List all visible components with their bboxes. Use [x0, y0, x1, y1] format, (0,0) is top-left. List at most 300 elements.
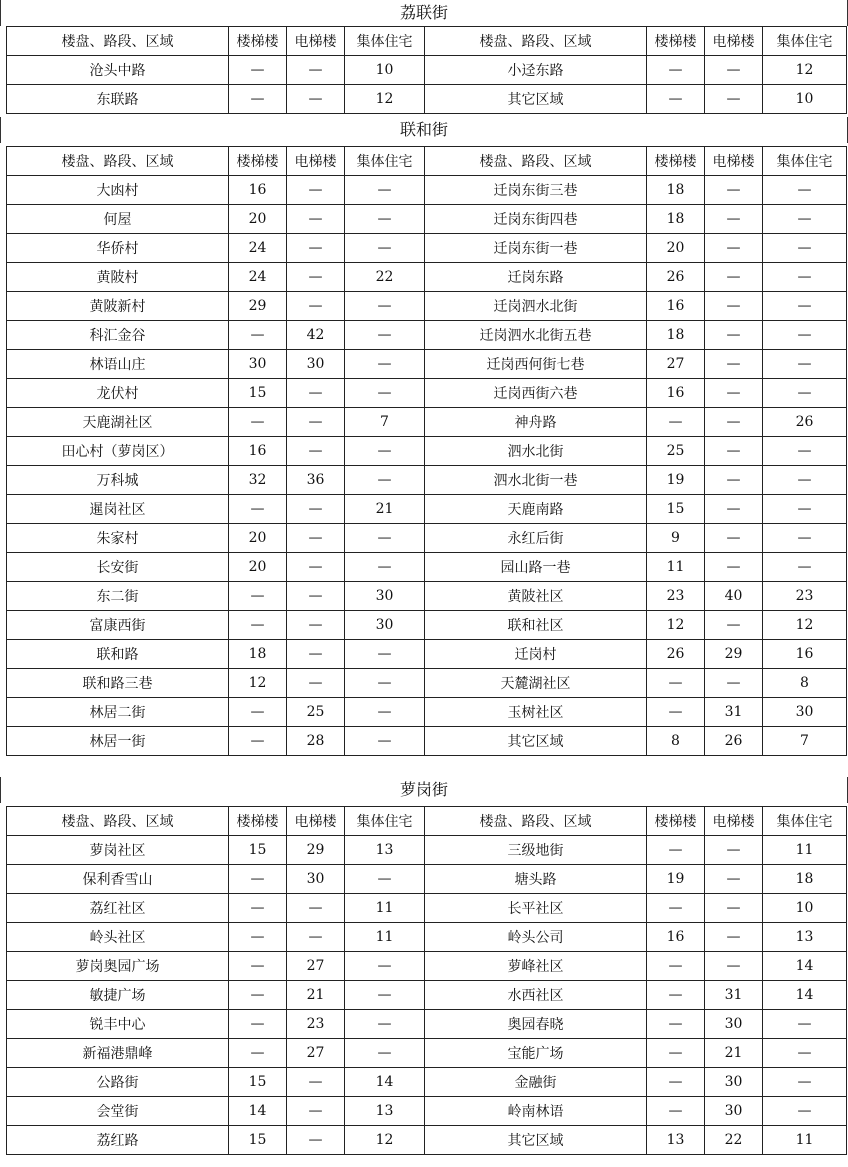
- rent-value-cell: —: [763, 466, 847, 495]
- rent-value-cell: —: [287, 205, 345, 234]
- rent-value-cell: —: [705, 611, 763, 640]
- rent-value-cell: —: [647, 981, 705, 1010]
- rent-value-cell: —: [229, 582, 287, 611]
- area-name-cell: 萝岗奥园广场: [7, 952, 229, 981]
- rent-value-cell: 10: [763, 894, 847, 923]
- rent-value-cell: 21: [345, 495, 425, 524]
- area-name-cell: 黄陂社区: [425, 582, 647, 611]
- column-header-collective: 集体住宅: [345, 807, 425, 836]
- area-name-cell: 小迳东路: [425, 56, 647, 85]
- rent-value-cell: —: [287, 894, 345, 923]
- rent-value-cell: 27: [647, 350, 705, 379]
- rent-value-cell: 24: [229, 263, 287, 292]
- rent-value-cell: —: [763, 321, 847, 350]
- table-row: [7, 611, 847, 640]
- rent-value-cell: —: [287, 1097, 345, 1126]
- rent-value-cell: 15: [647, 495, 705, 524]
- rent-value-cell: 13: [647, 1126, 705, 1155]
- rent-value-cell: 14: [763, 981, 847, 1010]
- rent-value-cell: —: [287, 524, 345, 553]
- rent-value-cell: —: [647, 698, 705, 727]
- rent-value-cell: —: [345, 292, 425, 321]
- rent-value-cell: —: [345, 321, 425, 350]
- area-name-cell: 三级地街: [425, 836, 647, 865]
- rent-value-cell: 12: [763, 56, 847, 85]
- rent-value-cell: —: [287, 582, 345, 611]
- area-name-cell: 华侨村: [7, 234, 229, 263]
- rent-value-cell: —: [705, 85, 763, 114]
- rent-value-cell: —: [705, 234, 763, 263]
- rent-value-cell: —: [705, 836, 763, 865]
- rent-value-cell: 13: [763, 923, 847, 952]
- rent-value-cell: —: [229, 923, 287, 952]
- rent-value-cell: —: [705, 524, 763, 553]
- rent-value-cell: 40: [705, 582, 763, 611]
- rent-value-cell: —: [287, 379, 345, 408]
- rent-value-cell: —: [229, 56, 287, 85]
- table-row: [7, 582, 847, 611]
- rent-value-cell: 30: [763, 698, 847, 727]
- area-name-cell: 科汇金谷: [7, 321, 229, 350]
- rent-value-cell: 10: [345, 56, 425, 85]
- table-row: [7, 234, 847, 263]
- rent-value-cell: 12: [763, 611, 847, 640]
- rent-value-cell: —: [229, 727, 287, 756]
- rent-value-cell: —: [763, 263, 847, 292]
- area-name-cell: 迁岗泗水北街: [425, 292, 647, 321]
- area-name-cell: 塘头路: [425, 865, 647, 894]
- rent-value-cell: 23: [647, 582, 705, 611]
- column-header-stair: 楼梯楼: [229, 807, 287, 836]
- rent-value-cell: —: [229, 1039, 287, 1068]
- rent-value-cell: —: [705, 56, 763, 85]
- rent-value-cell: 21: [705, 1039, 763, 1068]
- rent-value-cell: 14: [229, 1097, 287, 1126]
- rent-value-cell: —: [763, 524, 847, 553]
- rent-value-cell: 12: [345, 85, 425, 114]
- area-name-cell: 迁岗村: [425, 640, 647, 669]
- area-name-cell: 天鹿湖社区: [7, 408, 229, 437]
- area-name-cell: 奥园春晓: [425, 1010, 647, 1039]
- table-header-row: [7, 147, 847, 176]
- rent-value-cell: 25: [647, 437, 705, 466]
- rent-value-cell: 25: [287, 698, 345, 727]
- rent-value-cell: 22: [705, 1126, 763, 1155]
- table-row: [7, 1097, 847, 1126]
- rent-value-cell: 11: [345, 923, 425, 952]
- table-row: [7, 698, 847, 727]
- area-name-cell: 长安街: [7, 553, 229, 582]
- rent-value-cell: —: [705, 466, 763, 495]
- rent-value-cell: —: [229, 698, 287, 727]
- rent-value-cell: 26: [647, 640, 705, 669]
- rent-value-cell: —: [345, 865, 425, 894]
- rent-value-cell: 18: [647, 205, 705, 234]
- rent-value-cell: 30: [287, 865, 345, 894]
- column-header-elevator: 电梯楼: [705, 147, 763, 176]
- column-header-name: 楼盘、路段、区域: [7, 147, 229, 176]
- rent-value-cell: —: [763, 1097, 847, 1126]
- rent-value-cell: —: [345, 234, 425, 263]
- column-header-elevator: 电梯楼: [287, 27, 345, 56]
- table-row: [7, 321, 847, 350]
- rent-value-cell: —: [287, 234, 345, 263]
- area-name-cell: 长平社区: [425, 894, 647, 923]
- area-name-cell: 迁岗东路: [425, 263, 647, 292]
- rent-value-cell: 16: [647, 923, 705, 952]
- rent-value-cell: 18: [647, 176, 705, 205]
- rent-value-cell: —: [287, 640, 345, 669]
- rent-value-cell: —: [705, 292, 763, 321]
- area-name-cell: 迁岗西何街七巷: [425, 350, 647, 379]
- area-name-cell: 联和路: [7, 640, 229, 669]
- area-name-cell: 黄陂村: [7, 263, 229, 292]
- area-name-cell: 萝岗社区: [7, 836, 229, 865]
- rent-value-cell: 7: [763, 727, 847, 756]
- table-row: [7, 263, 847, 292]
- column-header-name: 楼盘、路段、区域: [425, 807, 647, 836]
- rent-value-cell: 16: [647, 292, 705, 321]
- table-row: [7, 640, 847, 669]
- section-table-luogang: [6, 806, 847, 1155]
- rent-value-cell: —: [705, 263, 763, 292]
- rent-value-cell: —: [705, 952, 763, 981]
- area-name-cell: 万科城: [7, 466, 229, 495]
- rent-value-cell: 16: [229, 176, 287, 205]
- rent-value-cell: —: [705, 437, 763, 466]
- area-name-cell: 荔红社区: [7, 894, 229, 923]
- rent-value-cell: —: [287, 292, 345, 321]
- rent-value-cell: 29: [229, 292, 287, 321]
- column-header-collective: 集体住宅: [763, 807, 847, 836]
- rent-value-cell: —: [229, 1010, 287, 1039]
- rent-value-cell: 15: [229, 1068, 287, 1097]
- table-row: [7, 1039, 847, 1068]
- table-row: [7, 56, 847, 85]
- area-name-cell: 敏捷广场: [7, 981, 229, 1010]
- rent-value-cell: —: [229, 85, 287, 114]
- area-name-cell: 金融街: [425, 1068, 647, 1097]
- area-name-cell: 岭头公司: [425, 923, 647, 952]
- rent-value-cell: 11: [647, 553, 705, 582]
- rent-value-cell: —: [705, 321, 763, 350]
- rent-value-cell: 11: [763, 1126, 847, 1155]
- rent-value-cell: 15: [229, 379, 287, 408]
- area-name-cell: 龙伏村: [7, 379, 229, 408]
- area-name-cell: 林居一街: [7, 727, 229, 756]
- rent-value-cell: 27: [287, 952, 345, 981]
- rent-value-cell: —: [287, 669, 345, 698]
- column-header-stair: 楼梯楼: [647, 147, 705, 176]
- rent-value-cell: 20: [229, 205, 287, 234]
- area-name-cell: 宝能广场: [425, 1039, 647, 1068]
- rent-value-cell: 20: [229, 553, 287, 582]
- rent-value-cell: 19: [647, 865, 705, 894]
- area-name-cell: 大凼村: [7, 176, 229, 205]
- rent-value-cell: —: [705, 553, 763, 582]
- rent-value-cell: —: [763, 350, 847, 379]
- area-name-cell: 林语山庄: [7, 350, 229, 379]
- rent-value-cell: 36: [287, 466, 345, 495]
- area-name-cell: 保利香雪山: [7, 865, 229, 894]
- column-header-stair: 楼梯楼: [229, 147, 287, 176]
- rent-value-cell: 20: [229, 524, 287, 553]
- rent-value-cell: —: [287, 495, 345, 524]
- rent-value-cell: 26: [705, 727, 763, 756]
- rent-value-cell: 30: [345, 611, 425, 640]
- rent-value-cell: —: [705, 408, 763, 437]
- table-row: [7, 1126, 847, 1155]
- rent-value-cell: 20: [647, 234, 705, 263]
- column-header-stair: 楼梯楼: [647, 807, 705, 836]
- rent-value-cell: 32: [229, 466, 287, 495]
- rent-value-cell: —: [287, 176, 345, 205]
- table-header-row: [7, 807, 847, 836]
- rent-value-cell: 14: [345, 1068, 425, 1097]
- area-name-cell: 迁岗泗水北街五巷: [425, 321, 647, 350]
- rent-value-cell: 30: [229, 350, 287, 379]
- rent-value-cell: 27: [287, 1039, 345, 1068]
- table-row: [7, 923, 847, 952]
- rent-value-cell: 30: [345, 582, 425, 611]
- rent-value-cell: 18: [647, 321, 705, 350]
- rent-value-cell: 28: [287, 727, 345, 756]
- rent-value-cell: —: [705, 669, 763, 698]
- rent-value-cell: —: [287, 56, 345, 85]
- rent-value-cell: —: [287, 437, 345, 466]
- rent-value-cell: —: [647, 1068, 705, 1097]
- table-row: [7, 176, 847, 205]
- rent-value-cell: —: [647, 894, 705, 923]
- table-row: [7, 894, 847, 923]
- rent-value-cell: —: [287, 263, 345, 292]
- rent-value-cell: —: [345, 981, 425, 1010]
- rent-value-cell: 9: [647, 524, 705, 553]
- rent-value-cell: 30: [705, 1068, 763, 1097]
- table-row: [7, 408, 847, 437]
- rent-value-cell: —: [763, 437, 847, 466]
- rent-value-cell: 42: [287, 321, 345, 350]
- area-name-cell: 联和路三巷: [7, 669, 229, 698]
- rent-value-cell: 12: [647, 611, 705, 640]
- rent-value-cell: 14: [763, 952, 847, 981]
- rent-value-cell: —: [647, 669, 705, 698]
- area-name-cell: 迁岗东街一巷: [425, 234, 647, 263]
- rent-value-cell: —: [345, 176, 425, 205]
- area-name-cell: 新福港鼎峰: [7, 1039, 229, 1068]
- area-name-cell: 锐丰中心: [7, 1010, 229, 1039]
- column-header-stair: 楼梯楼: [647, 27, 705, 56]
- column-header-collective: 集体住宅: [763, 27, 847, 56]
- rent-value-cell: —: [345, 437, 425, 466]
- area-name-cell: 泗水北街: [425, 437, 647, 466]
- area-name-cell: 何屋: [7, 205, 229, 234]
- area-name-cell: 东联路: [7, 85, 229, 114]
- area-name-cell: 黄陂新村: [7, 292, 229, 321]
- area-name-cell: 暹岗社区: [7, 495, 229, 524]
- rent-value-cell: —: [345, 727, 425, 756]
- rent-value-cell: 26: [763, 408, 847, 437]
- rent-value-cell: 29: [705, 640, 763, 669]
- table-row: [7, 836, 847, 865]
- rent-value-cell: 30: [705, 1097, 763, 1126]
- rent-value-cell: —: [647, 836, 705, 865]
- rent-value-cell: —: [705, 894, 763, 923]
- rent-value-cell: 19: [647, 466, 705, 495]
- rent-value-cell: 18: [763, 865, 847, 894]
- rent-value-cell: 15: [229, 836, 287, 865]
- area-name-cell: 田心村（萝岗区）: [7, 437, 229, 466]
- rent-value-cell: 30: [287, 350, 345, 379]
- rent-value-cell: —: [345, 466, 425, 495]
- column-header-collective: 集体住宅: [345, 27, 425, 56]
- table-header-row: [7, 27, 847, 56]
- column-header-elevator: 电梯楼: [287, 807, 345, 836]
- rent-value-cell: —: [647, 1039, 705, 1068]
- area-name-cell: 朱家村: [7, 524, 229, 553]
- rent-value-cell: —: [229, 894, 287, 923]
- rent-value-cell: —: [287, 923, 345, 952]
- rent-value-cell: —: [647, 408, 705, 437]
- rent-value-cell: —: [763, 176, 847, 205]
- area-name-cell: 会堂街: [7, 1097, 229, 1126]
- rent-value-cell: —: [287, 1126, 345, 1155]
- area-name-cell: 荔红路: [7, 1126, 229, 1155]
- rent-value-cell: —: [647, 56, 705, 85]
- table-row: [7, 553, 847, 582]
- area-name-cell: 联和社区: [425, 611, 647, 640]
- area-name-cell: 泗水北街一巷: [425, 466, 647, 495]
- rent-value-cell: —: [763, 292, 847, 321]
- rent-value-cell: 29: [287, 836, 345, 865]
- rent-value-cell: —: [229, 952, 287, 981]
- rent-value-cell: —: [229, 865, 287, 894]
- rent-value-cell: —: [763, 495, 847, 524]
- rent-value-cell: 8: [763, 669, 847, 698]
- rent-value-cell: —: [229, 495, 287, 524]
- rent-value-cell: —: [705, 379, 763, 408]
- rent-value-cell: 24: [229, 234, 287, 263]
- rent-value-cell: —: [705, 495, 763, 524]
- column-header-elevator: 电梯楼: [705, 807, 763, 836]
- rent-value-cell: —: [763, 1039, 847, 1068]
- table-row: [7, 669, 847, 698]
- area-name-cell: 园山路一巷: [425, 553, 647, 582]
- rent-value-cell: 23: [763, 582, 847, 611]
- rent-value-cell: 8: [647, 727, 705, 756]
- rent-value-cell: —: [287, 85, 345, 114]
- area-name-cell: 富康西街: [7, 611, 229, 640]
- table-row: [7, 524, 847, 553]
- column-header-collective: 集体住宅: [763, 147, 847, 176]
- area-name-cell: 永红后街: [425, 524, 647, 553]
- rent-value-cell: 13: [345, 1097, 425, 1126]
- area-name-cell: 萝峰社区: [425, 952, 647, 981]
- section-title-luogang: 萝岗街: [0, 777, 848, 803]
- section-title-lilian: 荔联街: [0, 0, 848, 26]
- rent-value-cell: 10: [763, 85, 847, 114]
- area-name-cell: 天鹿南路: [425, 495, 647, 524]
- area-name-cell: 林居二街: [7, 698, 229, 727]
- area-name-cell: 其它区域: [425, 85, 647, 114]
- rent-value-cell: —: [647, 952, 705, 981]
- area-name-cell: 迁岗东街三巷: [425, 176, 647, 205]
- rent-value-cell: —: [345, 1010, 425, 1039]
- column-header-name: 楼盘、路段、区域: [425, 27, 647, 56]
- rent-value-cell: —: [763, 379, 847, 408]
- area-name-cell: 东二街: [7, 582, 229, 611]
- rent-value-cell: 23: [287, 1010, 345, 1039]
- rent-value-cell: 30: [705, 1010, 763, 1039]
- section-title-lianhe: 联和街: [0, 117, 848, 143]
- area-name-cell: 水西社区: [425, 981, 647, 1010]
- rent-value-cell: 12: [229, 669, 287, 698]
- rent-value-cell: —: [763, 1010, 847, 1039]
- column-header-elevator: 电梯楼: [705, 27, 763, 56]
- rent-value-cell: —: [287, 553, 345, 582]
- table-row: [7, 1068, 847, 1097]
- table-row: [7, 727, 847, 756]
- rent-value-cell: —: [345, 640, 425, 669]
- rent-value-cell: 16: [229, 437, 287, 466]
- table-row: [7, 981, 847, 1010]
- rent-value-cell: —: [345, 379, 425, 408]
- rent-value-cell: 11: [763, 836, 847, 865]
- rent-value-cell: —: [229, 321, 287, 350]
- table-row: [7, 350, 847, 379]
- table-row: [7, 952, 847, 981]
- table-row: [7, 379, 847, 408]
- rent-value-cell: —: [345, 553, 425, 582]
- area-name-cell: 迁岗西街六巷: [425, 379, 647, 408]
- rent-value-cell: 18: [229, 640, 287, 669]
- rent-value-cell: —: [763, 205, 847, 234]
- rent-value-cell: —: [345, 350, 425, 379]
- rent-value-cell: 12: [345, 1126, 425, 1155]
- rent-value-cell: 31: [705, 698, 763, 727]
- rent-value-cell: —: [763, 1068, 847, 1097]
- area-name-cell: 沧头中路: [7, 56, 229, 85]
- rent-value-cell: 26: [647, 263, 705, 292]
- rent-value-cell: 7: [345, 408, 425, 437]
- rent-value-cell: —: [763, 553, 847, 582]
- table-row: [7, 205, 847, 234]
- rent-value-cell: —: [229, 408, 287, 437]
- rent-value-cell: —: [705, 176, 763, 205]
- table-row: [7, 292, 847, 321]
- rent-value-cell: 11: [345, 894, 425, 923]
- section-table-lianhe: [6, 146, 847, 756]
- column-header-name: 楼盘、路段、区域: [7, 807, 229, 836]
- rent-value-cell: 31: [705, 981, 763, 1010]
- rent-value-cell: —: [345, 698, 425, 727]
- rent-value-cell: —: [705, 205, 763, 234]
- table-row: [7, 495, 847, 524]
- table-row: [7, 437, 847, 466]
- rent-value-cell: —: [229, 611, 287, 640]
- rent-value-cell: —: [763, 234, 847, 263]
- rent-value-cell: —: [647, 85, 705, 114]
- rent-value-cell: —: [705, 350, 763, 379]
- column-header-collective: 集体住宅: [345, 147, 425, 176]
- table-row: [7, 85, 847, 114]
- rent-value-cell: 15: [229, 1126, 287, 1155]
- area-name-cell: 岭南林语: [425, 1097, 647, 1126]
- rent-value-cell: —: [345, 524, 425, 553]
- section-table-lilian: [6, 26, 847, 114]
- rent-value-cell: —: [705, 923, 763, 952]
- column-header-elevator: 电梯楼: [287, 147, 345, 176]
